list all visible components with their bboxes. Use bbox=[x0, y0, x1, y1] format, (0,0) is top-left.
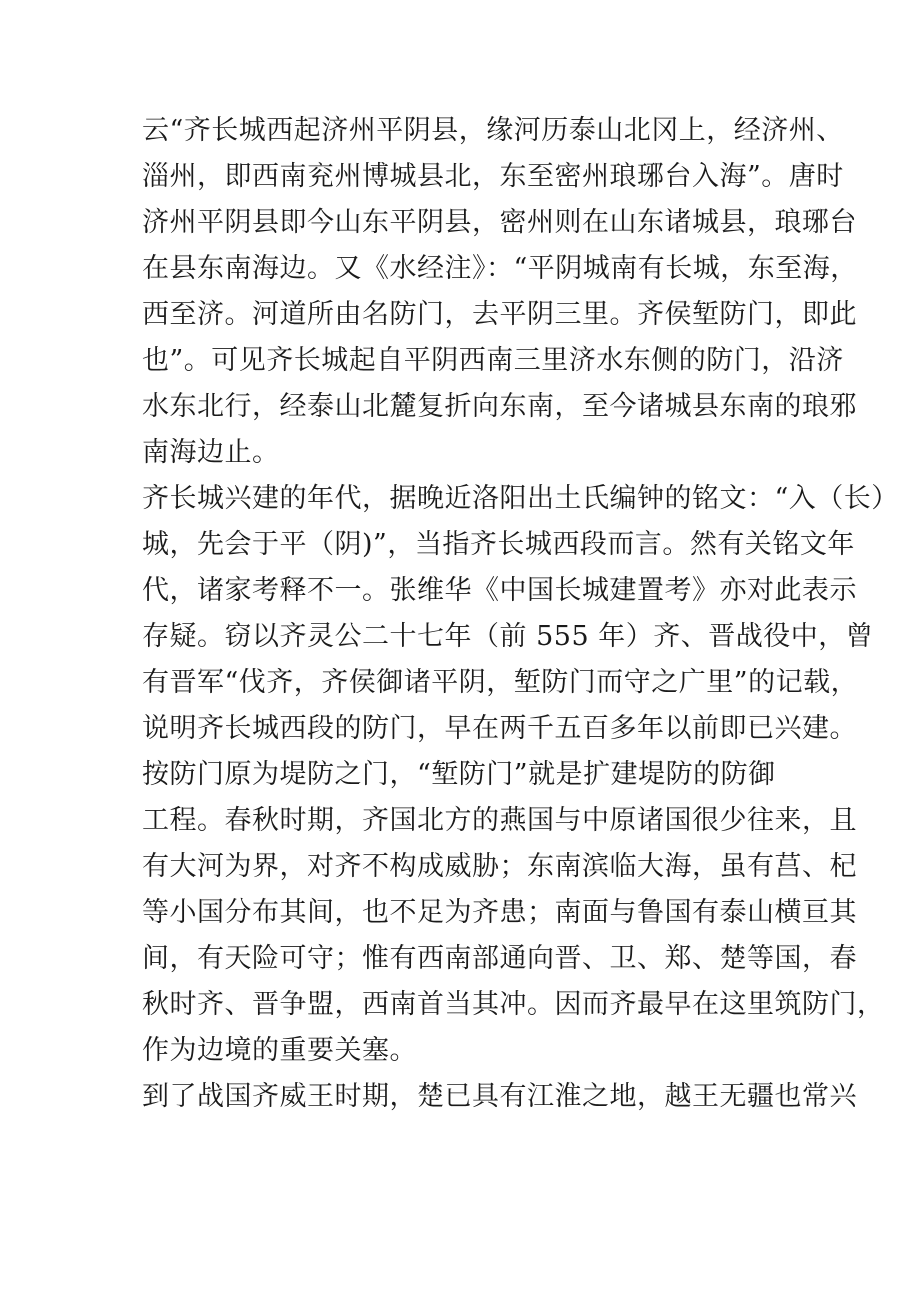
text-line: 有晋军“伐齐，齐侯御诸平阴，堑防门而守之广里”的记载， bbox=[142, 667, 859, 698]
text-line: 秋时齐、晋争盟，西南首当其冲。因而齐最早在这里筑防门， bbox=[142, 989, 885, 1020]
text-line: 济州平阴县即今山东平阴县，密州则在山东诸城县，琅琊台 bbox=[142, 207, 857, 238]
text-line: 淄州，即西南兖州博城县北，东至密州琅琊台入海”。唐时 bbox=[142, 161, 844, 192]
text-line: 云“齐长城西起济州平阴县，缘河历泰山北冈上，经济州、 bbox=[142, 115, 844, 146]
text-line: 按防门原为堤防之门，“堑防门”就是扩建堤防的防御 bbox=[142, 759, 776, 790]
text-line: 到了战国齐威王时期，楚已具有江淮之地，越王无疆也常兴 bbox=[142, 1081, 857, 1112]
text-line: 城，先会于平（阴)”，当指齐长城西段而言。然有关铭文年 bbox=[142, 529, 855, 560]
text-line: 作为边境的重要关塞。 bbox=[142, 1035, 417, 1066]
text-line: 工程。春秋时期，齐国北方的燕国与中原诸国很少往来，且 bbox=[142, 805, 857, 836]
text-line: 也”。可见齐长城起自平阴西南三里济水东侧的防门，沿济 bbox=[142, 345, 844, 376]
text-line: 间，有天险可守；惟有西南部通向晋、卫、郑、楚等国，春 bbox=[142, 943, 857, 974]
text-line: 代，诸家考释不一。张维华《中国长城建置考》亦对此表示 bbox=[142, 575, 857, 606]
text-line: 西至济。河道所由名防门，去平阴三里。齐侯堑防门，即此 bbox=[142, 299, 857, 330]
text-line: 存疑。窃以齐灵公二十七年（前 555 年）齐、晋战役中，曾 bbox=[142, 621, 874, 652]
text-line: 说明齐长城西段的防门，早在两千五百多年以前即已兴建。 bbox=[142, 713, 857, 744]
document-body bbox=[142, 108, 899, 1120]
text-line: 在县东南海边。又《水经注》：“平阴城南有长城，东至海， bbox=[142, 253, 858, 284]
text-line: 有大河为界，对齐不构成威胁；东南滨临大海，虽有莒、杞 bbox=[142, 851, 857, 882]
text-line: 等小国分布其间，也不足为齐患；南面与鲁国有泰山横亘其 bbox=[142, 897, 857, 928]
text-line: 水东北行，经泰山北麓复折向东南，至今诸城县东南的琅邪 bbox=[142, 391, 857, 422]
text-line: 南海边止。 bbox=[142, 437, 280, 468]
text-line: 齐长城兴建的年代，据晚近洛阳出土氏编钟的铭文：“入（长） bbox=[142, 483, 899, 514]
